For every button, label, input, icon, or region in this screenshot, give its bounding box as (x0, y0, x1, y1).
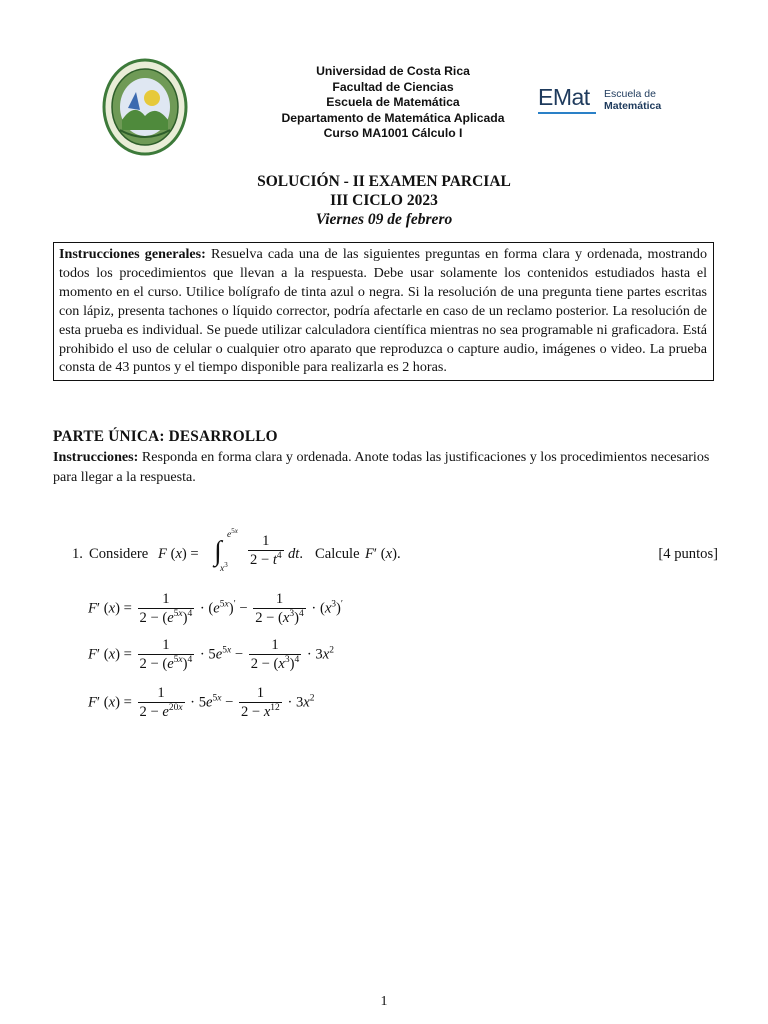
institution-header (228, 64, 558, 142)
differential: dt. (288, 546, 304, 562)
section-instructions (53, 448, 717, 487)
exam-title-block (0, 172, 768, 229)
school-name: Escuela de Matemática (326, 95, 460, 110)
university-name: Universidad de Costa Rica (316, 64, 470, 78)
faculty-name: Facultad de Ciencias (332, 79, 454, 94)
page-number: 1 (380, 994, 388, 1009)
section-instructions-text: Responda en forma clara y ordenada. Anote todas las justificaciones y los procedimientos necesarios para llegar a la respuesta. (53, 449, 710, 485)
section-title: PARTE ÚNICA: DESARROLLO (53, 428, 278, 445)
question-number: 1. (72, 546, 83, 562)
emat-subtitle-line2: Matemática (604, 100, 662, 112)
section-instructions-label: Instrucciones: (53, 449, 139, 465)
emat-logo (538, 84, 688, 120)
integral-lower-limit: $x^3$ (220, 561, 228, 574)
general-instructions-label: Instrucciones generales: (59, 246, 206, 262)
question-lead: Considere (89, 546, 149, 562)
general-instructions-box (53, 242, 714, 381)
emat-subtitle-line1: Escuela de (604, 88, 656, 100)
function-definition: F (x) = (158, 546, 199, 562)
solution-line-1: F′ (x) = $\frac{1}{2 - (e^{5x})^4}$ · $(e^{5x})'$ − $\frac{1}{2 - (x^3)^4}$ · $(x^3)'$ (88, 591, 343, 626)
course-name: Curso MA1001 Cálculo I (323, 126, 463, 141)
exam-title: SOLUCIÓN - II EXAMEN PARCIAL (257, 173, 511, 190)
solution-line-3: F′ (x) = $\frac{1}{2 - e^{20x}}$ · $5e^{5x}$ − $\frac{1}{2 - x^{12}}$ · $3x^2$ (88, 685, 315, 720)
question-tail: Calcule (315, 546, 360, 562)
question-1 (72, 527, 718, 582)
emat-logo-underline (538, 112, 596, 114)
solution-line-2: F′ (x) = $\frac{1}{2 - (e^{5x})^4}$ · $5e^{5x}$ − $\frac{1}{2 - (x^3)^4}$ · $3x^2$ (88, 637, 334, 672)
integrand-fraction: $\frac{1}{2 - t^4}$ (250, 533, 282, 568)
exam-cycle: III CICLO 2023 (330, 192, 438, 209)
general-instructions-text: Resuelva cada una de las siguientes preguntas en forma clara y ordenada, mostrando todos los procedimientos que llevan a la respuesta. Debe usar solamente los contenidos estudiados hasta el momento en el curso. Utilice bolígrafo de tinta azul o negra. Si la resolución de una pregunta tiene partes escritas con lápiz, presenta tachones o líquido corrector, podría afectarle en caso de un reclamo posterior. La resolución de esta prueba es individual. Se puede utilizar calculadora científica mientras no sea programable ni graficadora. Está prohibido el uso de celular o cualquier otro aparato que reproduzca o capture audio, imágenes o video. La prueba consta de 43 puntos y el tiempo disponible para realizarla es 2 horas. (59, 246, 708, 376)
department-name: Departamento de Matemática Aplicada (281, 110, 505, 125)
exam-date: Viernes 09 de febrero (315, 211, 453, 228)
integral-upper-limit: $e^{5x}$ (227, 527, 238, 540)
university-seal-icon (102, 58, 188, 156)
integral-sign: ∫ (214, 536, 222, 567)
question-1-points: [4 puntos] (658, 546, 718, 562)
derivative-request: F′ (x). (365, 546, 401, 562)
emat-logo-subtitle (604, 88, 661, 112)
emat-logo-text: EMat (538, 84, 590, 110)
